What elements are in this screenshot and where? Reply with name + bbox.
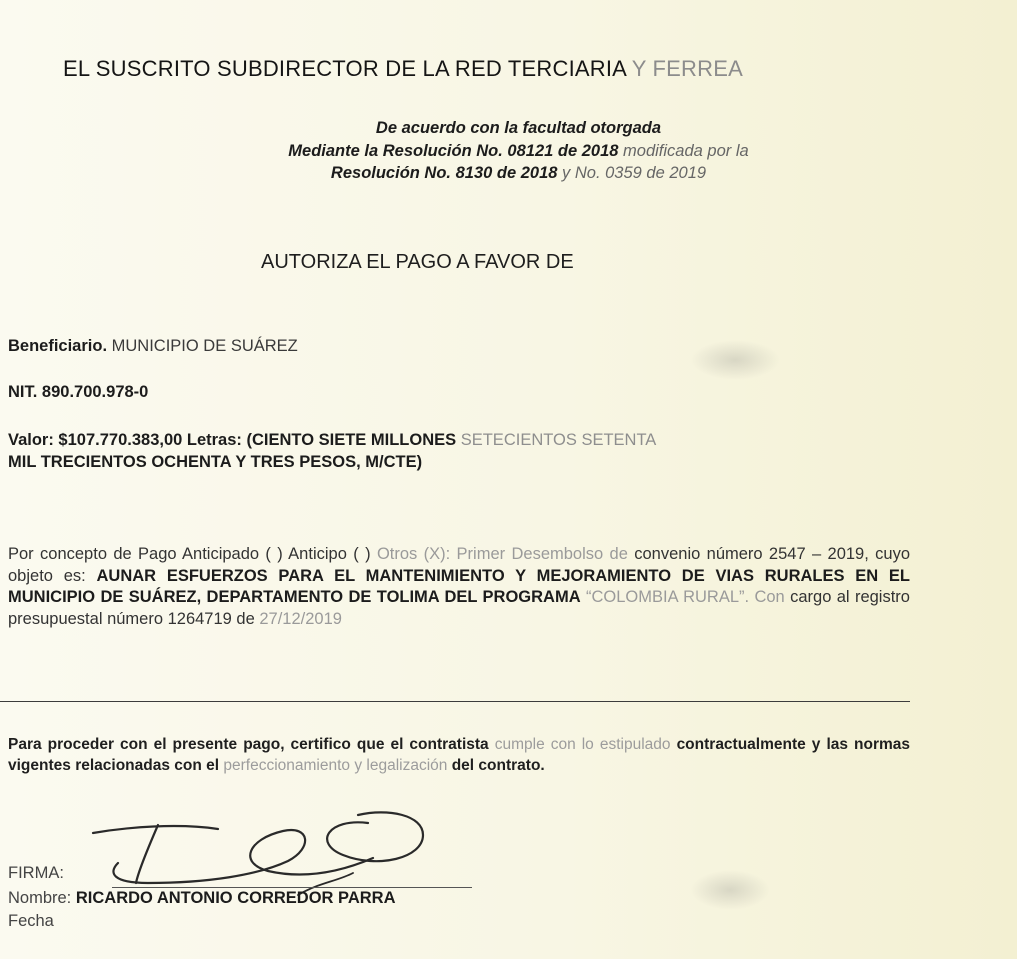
amount-block — [8, 429, 888, 473]
cert-bold-3: del contrato. — [451, 756, 545, 774]
authority-line-3-light: y No. 0359 de 2019 — [562, 164, 707, 182]
concept-part-1-light: Otros (X): Primer Desembolso de — [376, 545, 628, 563]
nit-row: NIT. 890.700.978-0 — [8, 383, 149, 401]
nombre-value: RICARDO ANTONIO CORREDOR PARRA — [75, 889, 396, 907]
concept-part-1: Por concepto de Pago Anticipado ( ) Anticipo ( ) — [8, 545, 371, 563]
scan-smudge — [690, 340, 780, 380]
concept-date: 27/12/2019 — [259, 609, 342, 628]
firma-label: FIRMA: — [8, 864, 64, 882]
authority-line-2-bold: Mediante la Resolución No. 08121 de 2018 — [288, 141, 619, 160]
authority-line-1: De acuerdo con la facultad otorgada — [375, 119, 662, 137]
amount-line-2: MIL TRECIENTOS OCHENTA Y TRES PESOS, M/CTE) — [8, 453, 423, 471]
authorize-heading: AUTORIZA EL PAGO A FAVOR DE — [261, 251, 574, 273]
beneficiary-label: Beneficiario. — [8, 337, 108, 355]
authority-line-2-light: modificada por la — [623, 141, 749, 160]
amount-light: SETECIENTOS SETENTA — [460, 431, 657, 449]
authority-line-3-bold: Resolución No. 8130 de 2018 — [330, 164, 558, 182]
concept-part-2: convenio número 2547 – 2019, cuyo objeto es: — [8, 545, 911, 585]
concept-part-3: cargo al registro presupuestal número 1264719 de — [8, 588, 910, 628]
fecha-label: Fecha — [8, 912, 54, 930]
nombre-label: Nombre: — [8, 889, 72, 907]
title-main: EL SUSCRITO SUBDIRECTOR DE LA RED TERCIARIA — [63, 56, 626, 81]
nombre-row — [8, 889, 396, 908]
cert-light-1: cumple con lo estipulado — [494, 736, 671, 753]
cert-light-2: perfeccionamiento y legalización — [223, 756, 448, 774]
amount-bold: Valor: $107.770.383,00 Letras: (CIENTO SIETE MILLONES — [8, 431, 457, 449]
handwritten-signature — [88, 803, 448, 898]
concept-object-light: “COLOMBIA RURAL”. Con — [586, 588, 785, 606]
authority-statement — [0, 117, 1017, 185]
certification-paragraph — [8, 735, 910, 776]
concept-paragraph — [8, 544, 910, 630]
authority-line-2 — [20, 140, 1017, 163]
title-faded: Y FERREA — [631, 56, 743, 81]
signature-line — [112, 887, 472, 888]
concept-object: AUNAR ESFUERZOS PARA EL MANTENIMIENTO Y MEJORAMIENTO DE VIAS RURALES EN EL MUNICIPIO DE SUÁREZ, DEPARTAMENTO DE TOLIMA DEL PROGRAMA — [8, 566, 910, 606]
beneficiary-row — [8, 337, 298, 356]
beneficiary-value: MUNICIPIO DE SUÁREZ — [111, 337, 298, 355]
authority-line-3 — [20, 162, 1017, 185]
divider-line — [0, 701, 910, 702]
cert-bold-1: Para proceder con el presente pago, certifico que el contratista — [8, 736, 489, 753]
cert-bold-2: contractualmente y las normas vigentes relacionadas con el — [8, 736, 911, 774]
scan-smudge — [690, 870, 770, 910]
document-title — [63, 56, 743, 82]
